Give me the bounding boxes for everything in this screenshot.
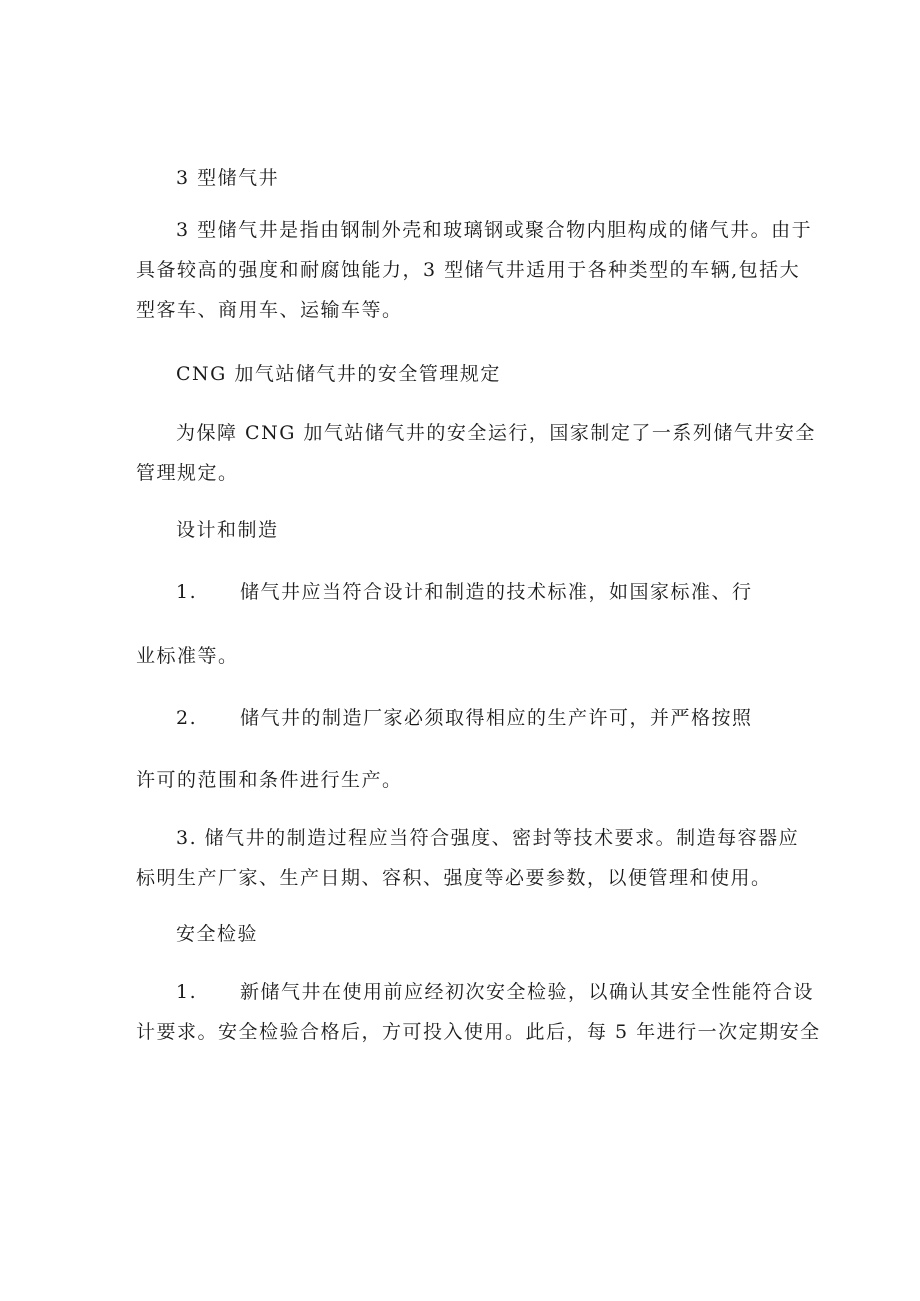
paragraph-type3-line2: 具备较高的强度和耐腐蚀能力，3 型储气井适用于各种类型的车辆,包括大 — [136, 259, 801, 281]
heading-safety-inspection: 安全检验 — [176, 923, 259, 945]
list-item-2-line1: 储气井的制造厂家必须取得相应的生产许可，并严格按照 — [240, 707, 753, 729]
paragraph-regulations-line1: 为保障 CNG 加气站储气井的安全运行，国家制定了一系列储气井安全 — [176, 422, 816, 444]
heading-type3-well: 3 型储气井 — [176, 167, 280, 189]
paragraph-regulations-line2: 管理规定。 — [136, 462, 239, 484]
list-item-4-line1: 新储气井在使用前应经初次安全检验，以确认其安全性能符合设 — [240, 981, 815, 1003]
list-item-3-line1: 3. 储气井的制造过程应当符合强度、密封等技术要求。制造每容器应 — [176, 827, 800, 849]
list-item-2-line2: 许可的范围和条件进行生产。 — [136, 769, 403, 791]
list-number-1: 1. — [176, 581, 198, 603]
list-item-1-line1: 储气井应当符合设计和制造的技术标准，如国家标准、行 — [240, 581, 753, 603]
paragraph-type3-line3: 型客车、商用车、运输车等。 — [136, 299, 403, 321]
list-item-1-line2: 业标准等。 — [136, 645, 239, 667]
list-item-3-line2: 标明生产厂家、生产日期、容积、强度等必要参数，以便管理和使用。 — [136, 867, 772, 889]
list-number-2: 2. — [176, 707, 198, 729]
list-item-4-line2: 计要求。安全检验合格后，方可投入使用。此后，每 5 年进行一次定期安全 — [136, 1021, 821, 1043]
paragraph-type3-line1: 3 型储气井是指由钢制外壳和玻璃钢或聚合物内胆构成的储气井。由于 — [176, 219, 813, 241]
list-number-4: 1. — [176, 981, 198, 1003]
heading-design-manufacture: 设计和制造 — [176, 519, 279, 541]
heading-safety-regulations: CNG 加气站储气井的安全管理规定 — [176, 363, 501, 385]
